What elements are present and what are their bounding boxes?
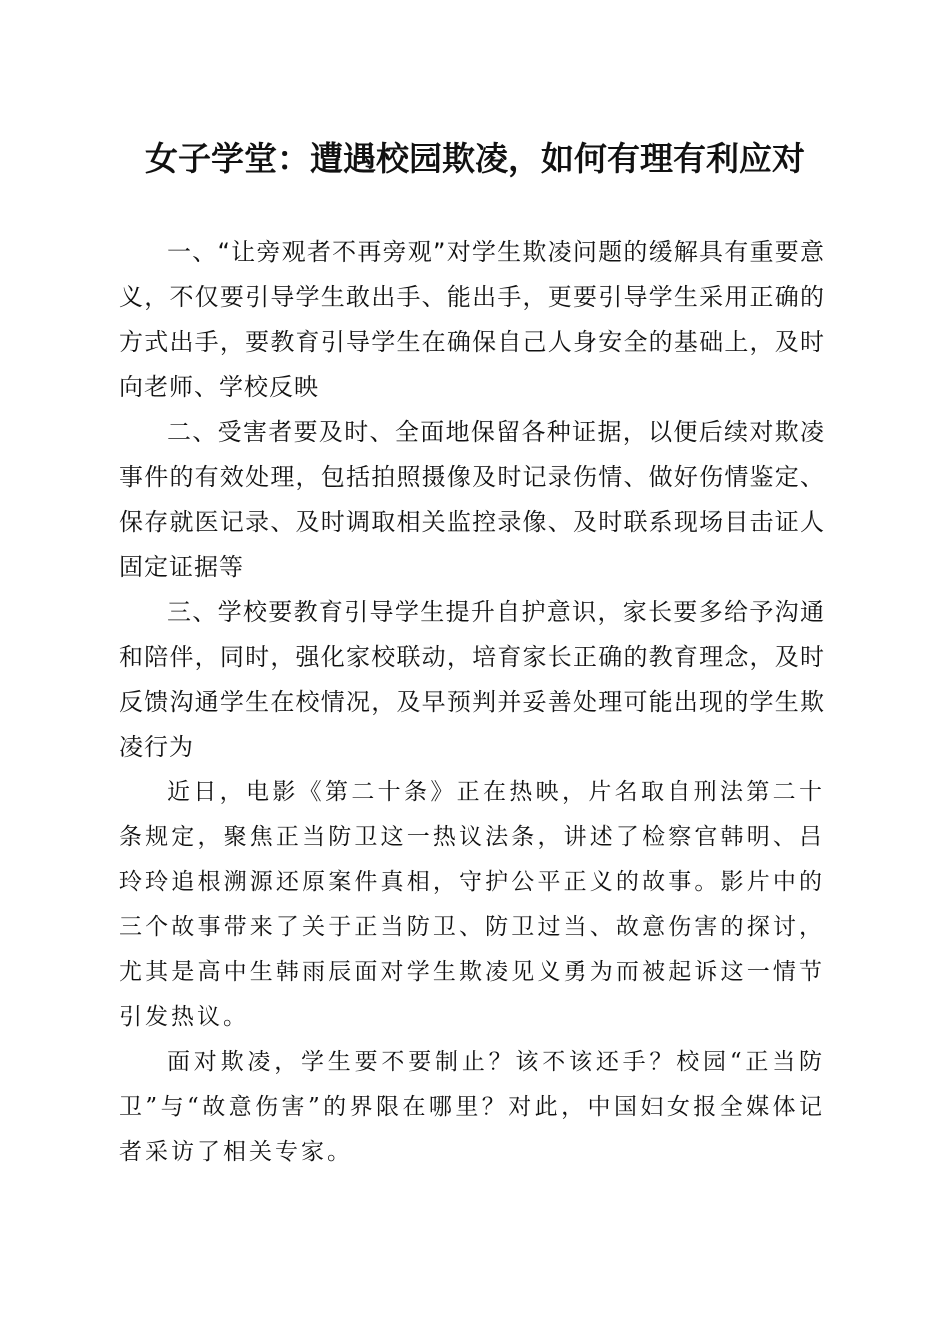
article-paragraph-1: 近日，电影《第二十条》正在热映，片名取自刑法第二十条规定，聚焦正当防卫这一热议法条，讲述了检察官韩明、吕玲玲追根溯源还原案件真相，守护公平正义的故事。影片中的三个故事带来了关于正当防卫、防卫过当、故意伤害的探讨，尤其是高中生韩雨辰面对学生欺凌见义勇为而被起诉这一情节引发热议。 — [119, 779, 825, 1030]
summary-point-1: 一、“让旁观者不再旁观”对学生欺凌问题的缓解具有重要意义，不仅要引导学生敢出手、能出手，更要引导学生采用正确的方式出手，要教育引导学生在确保自己人身安全的基础上，及时向老师、学校反映 — [119, 238, 825, 401]
article-body — [119, 770, 825, 1175]
summary-section — [119, 230, 825, 770]
summary-point-2: 二、受害者要及时、全面地保留各种证据，以便后续对欺凌事件的有效处理，包括拍照摄像及时记录伤情、做好伤情鉴定、保存就医记录、及时调取相关监控录像、及时联系现场目击证人固定证据等 — [119, 418, 825, 581]
article-title: 女子学堂：遭遇校园欺凌，如何有理有利应对 — [145, 139, 805, 178]
summary-point-3: 三、学校要教育引导学生提升自护意识，家长要多给予沟通和陪伴，同时，强化家校联动，培育家长正确的教育理念，及时反馈沟通学生在校情况，及早预判并妥善处理可能出现的学生欺凌行为 — [119, 598, 825, 761]
article-paragraph-2: 面对欺凌，学生要不要制止？该不该还手？校园“正当防卫”与“故意伤害”的界限在哪里？对此，中国妇女报全媒体记者采访了相关专家。 — [119, 1049, 825, 1165]
